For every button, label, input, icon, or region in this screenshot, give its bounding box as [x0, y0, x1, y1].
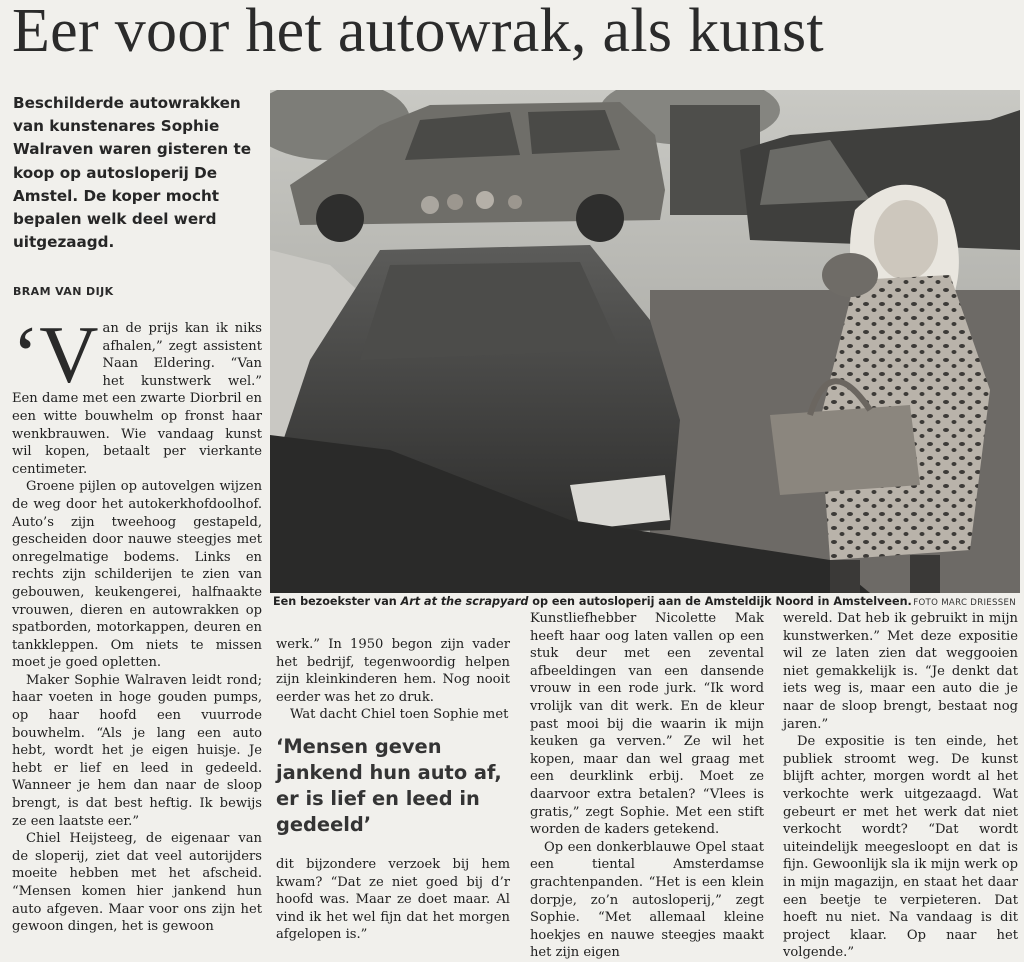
paragraph: Kunstliefhebber Nicolette Mak heeft haar oog laten vallen op een stuk deur met een zevental afbeeldingen van een dansende vrouw in een rode jurk. “Ik word vrolijk van dit werk. En de kleur past mooi bij die waarin ik mijn keuken ga verven.” Ze wil het kopen, maar dan wel graag met een deurklink erbij. Moet ze daarvoor extra betalen? “Vlees is gratis,” zegt Sophie. Met een stift worden de kaders getekend. [530, 611, 764, 838]
paragraph: Op een donkerblauwe Opel staat een tiental Amsterdamse grachtenpanden. “Het is een klein dorpje, zo’n autosloperij,” zegt Sophie. “Met allemaal kleine hoekjes en nauwe steegjes maakt het zijn eigen [530, 839, 764, 961]
paragraph: Wat dacht Chiel toen Sophie met [290, 707, 509, 723]
paragraph: dit bijzondere verzoek bij hem kwam? “Dat ze niet goed bij d’r hoofd was. Maar ze doet maar. Al vind ik het wel fijn dat het morgen afgelopen is.” [276, 857, 510, 943]
lede: Beschilderde autowrakken van kunstenares Sophie Walraven waren gisteren te koop op autosloperij De Amstel. De koper mocht bepalen welk deel werd uitgezaagd. [13, 94, 252, 252]
paragraph: De expositie is ten einde, het publiek stroomt weg. De kunst blijft achter, morgen wordt al het verkochte werk uitgezaagd. Wat gebeurt er met het werk dat niet verkocht wordt? “Dat wordt uiteindelijk meegesloopt en dat is fijn. Gewoonlijk sla ik mijn werk op in mijn magazijn, en staat het daar een beetje te verpieteren. Dat hoeft nu niet. Na vandaag is dit project klaar. Op naar het volgende.” [783, 734, 1018, 961]
photo-caption: Een bezoekster van Art at the scrapyard op een autosloperij aan de Amsteldijk Noord in Amstelveen. [273, 595, 912, 608]
article-column-2-bottom [276, 856, 510, 944]
paragraph: Maker Sophie Walraven leidt rond; haar voeten in hoge gouden pumps, op haar hoofd een vuurrode bouwhelm. “Als je lang een auto hebt, wordt het je eigen huisje. Je hebt er lief en leed in gedeeld. Wanneer je hem dan naar de sloop brengt, is dat best heftig. Ik bewijs ze een laatste eer.” [12, 672, 262, 829]
headline: Eer voor het autowrak, als kunst [12, 0, 824, 65]
article-column-2 [276, 636, 510, 724]
pull-quote: ‘Mensen geven jankend hun auto af, er is lief en leed in gedeeld’ [276, 735, 502, 836]
paragraph: Chiel Heijsteeg, de eigenaar van de sloperij, ziet dat veel autorijders moeite hebben met het afscheid. “Mensen komen hier jankend hun auto afgeven. Maar voor ons zijn het gewoon dingen, het is gewoon [12, 831, 262, 935]
byline: BRAM VAN DIJK [13, 285, 114, 298]
paragraph: wereld. Dat heb ik gebruikt in mijn kunstwerken.” Met deze expositie wil ze laten zien dat weggooien niet gemakkelijk is. “Je denkt dat iets weg is, maar een auto die je naar de sloop brengt, bestaat nog jaren.” [783, 611, 1018, 732]
article-column-1 [12, 309, 262, 936]
paragraph: Groene pijlen op autovelgen wijzen de weg door het autokerkhofdoolhof. Auto’s zijn tweehoog gestapeld, gescheiden door nauwe steegjes met onregelmatige bodems. Links en rechts zijn schilderijen te zien van gebouwen, keukengerei, halfnaakte vrouwen, dieren en autowrakken op spatborden, motorkappen, deuren en tankkleppen. Om niets te missen moet je goed opletten. [12, 479, 262, 671]
junkyard-photo-illustration [270, 90, 1020, 593]
paragraph: an de prijs kan ik niks afhalen,” zegt assistent Naan Eldering. “Van het kunstwerk wel.” Een dame met een zwarte Diorbril en een witte bouwhelm op fronst haar wenkbrauwen. Wie vandaag kunst wil kopen, betaalt per vierkante centimeter. [12, 321, 262, 477]
photo-credit: FOTO MARC DRIESSEN [913, 598, 1016, 608]
paragraph: werk.” In 1950 begon zijn vader het bedrijf, tegenwoordig helpen zijn kleinkinderen hem. Nog nooit eerder was het zo druk. [276, 637, 510, 705]
article-column-3 [530, 610, 764, 962]
news-photo [270, 90, 1020, 593]
article-column-4 [783, 610, 1018, 962]
dropcap: ‘V [12, 309, 99, 400]
